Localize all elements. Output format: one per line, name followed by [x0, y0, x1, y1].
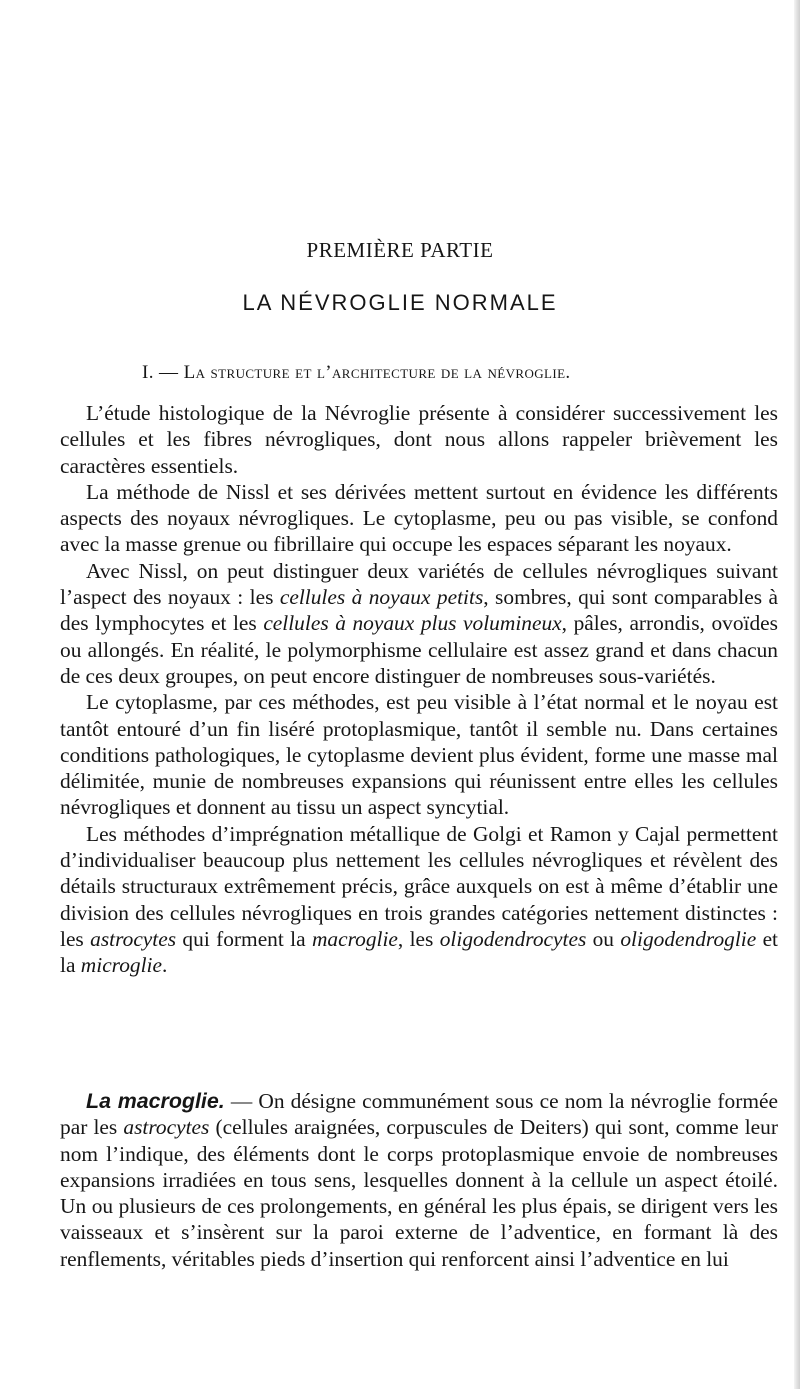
text-run: L’étude histologique de la Névroglie présente à considérer successivement les cellules et les fibres névrogliques, dont nous allons rappeler brièvement les caractères essentiels.: [60, 401, 778, 478]
text-run: , pâles, arrondis, ovoïdes ou allongés. En réalité, le polymorphisme cellulaire est assez grand et dans chacun de ces deux groupes, on peut encore distinguer de nombreuses sous-variétés.: [60, 611, 778, 688]
italic-term: oligodendrocytes: [439, 926, 587, 951]
text-run: qui forment la: [176, 926, 312, 951]
section-heading: I. — La structure et l’architecture de la névroglie.: [142, 362, 571, 383]
run-in-title: La macroglie.: [86, 1089, 225, 1113]
text-run: et la: [60, 926, 779, 978]
italic-term: oligodendroglie: [620, 926, 757, 951]
italic-term: astrocytes: [123, 1115, 210, 1140]
text-run: .: [161, 953, 168, 978]
text-run: Avec Nissl, on peut distinguer deux variétés de cellules névrogliques suivant l’aspect des noyaux : les: [60, 558, 778, 610]
text-run: Les méthodes d’imprégnation métallique de Golgi et Ramon y Cajal permettent d’individualiser beaucoup plus nettement les cellules névrogliques et révèlent des détails structuraux extrêmement précis, grâce auxquels on est à même d’établir une division des cellules névrogliques en trois grandes catégories nettement distinctes : les: [60, 821, 778, 951]
intro-paragraphs: [60, 400, 778, 979]
text-run: La méthode de Nissl et ses dérivées mettent surtout en évidence les différents aspects des noyaux névrogliques. Le cytoplasme, peu ou pas visible, se confond avec la masse grenue ou fibrillaire qui occupe les espaces séparant les noyaux.: [60, 479, 778, 557]
text-run: — On désigne communément sous ce nom la névroglie formée par les: [60, 1089, 778, 1140]
paragraph: [60, 400, 778, 479]
italic-term: microglie: [80, 953, 162, 978]
main-title: LA NÉVROGLIE NORMALE: [242, 290, 558, 315]
part-title: PREMIÈRE PARTIE: [306, 238, 494, 262]
italic-term: astrocytes: [90, 926, 177, 951]
text-run: Le cytoplasme, par ces méthodes, est peu visible à l’état normal et le noyau est tantôt entouré d’un fin liséré protoplasmique, tantôt il semble nu. Dans certaines conditions pathologiques, le cytoplasme devient plus évident, forme une masse mal délimitée, munie de nombreuses expansions qui réunissent entre elles les cellules névrogliques et donnent au tissu un aspect syncytial.: [60, 690, 778, 820]
text-run: , les: [397, 926, 440, 951]
paragraph: [60, 558, 778, 689]
macroglie-section: [60, 1088, 778, 1272]
text-run: (cellules araignées, corpuscules de Deiters) qui sont, comme leur nom l’indique, des éléments dont le corps protoplasmique envoie de nombreuses expansions irradiées en tous sens, lesquelles donnent à la cellule un aspect étoilé. Un ou plusieurs de ces prolongements, en général les plus épais, se dirigent vers les vaisseaux et s’insèrent sur la paroi externe de l’adventice, en formant là des renflements, véritables pieds d’insertion qui renforcent ainsi l’adventice en lui: [60, 1115, 778, 1271]
text-run: ou: [586, 926, 621, 951]
paragraph: [60, 821, 778, 979]
paragraph: [60, 689, 778, 820]
italic-term: macroglie: [311, 926, 398, 951]
macroglie-paragraph: [60, 1088, 778, 1272]
macroglie-text: [60, 1089, 778, 1271]
italic-term: cellules à noyaux petits: [279, 585, 484, 610]
page-edge-shadow: [794, 0, 800, 1389]
italic-term: cellules à noyaux plus volumineux: [263, 611, 562, 636]
text-run: , sombres, qui sont comparables à des lymphocytes et les: [60, 585, 778, 636]
paragraph: [60, 479, 778, 558]
